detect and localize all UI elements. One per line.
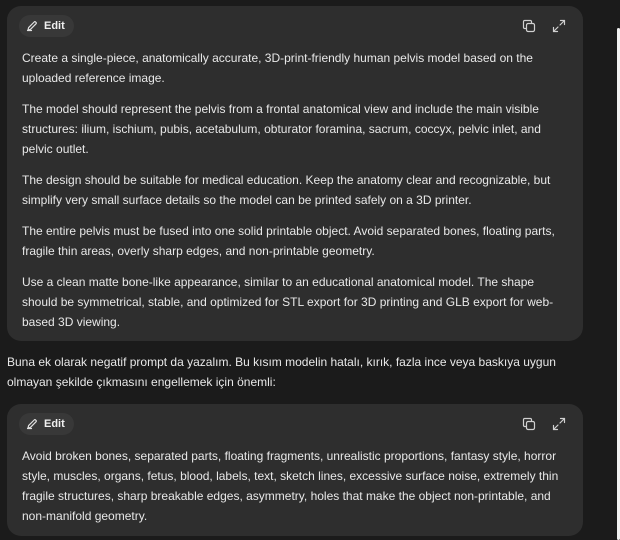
copy-icon[interactable] <box>521 416 537 432</box>
assistant-message-text: Buna ek olarak negatif prompt da yazalım. Bu kısım modelin hatalı, kırık, fazla ince veya baskıya uygun olmayan şekilde çıkmasını engellemek için önemli: <box>7 355 556 389</box>
edit-button[interactable] <box>19 413 74 435</box>
pencil-icon <box>26 20 38 32</box>
paragraph: The design should be suitable for medical education. Keep the anatomy clear and recognizable, but simplify very small surface details so the model can be printed safely on a 3D printer. <box>22 173 551 207</box>
negative-prompt-text <box>22 446 563 526</box>
expand-icon[interactable] <box>551 18 567 34</box>
edit-button[interactable] <box>19 15 74 37</box>
edit-label: Edit <box>44 418 65 430</box>
paragraph: The entire pelvis must be fused into one solid printable object. Avoid separated bones, floating parts, fragile thin areas, overly sharp edges, and non-printable geometry. <box>22 224 555 258</box>
pencil-icon <box>26 418 38 430</box>
paragraph: The model should represent the pelvis from a frontal anatomical view and include the main visible structures: ilium, ischium, pubis, acetabulum, obturator foramina, sacrum, coccyx, pelvic inlet, and pelvic outlet. <box>22 102 541 156</box>
expand-icon[interactable] <box>551 416 567 432</box>
paragraph: Avoid broken bones, separated parts, floating fragments, unrealistic proportions, fantasy style, horror style, muscles, organs, fetus, blood, labels, text, sketch lines, excessive surface noise, extremely thin fragile structures, sharp breakable edges, asymmetry, holes that make the object non-printable, and non-manifold geometry. <box>22 449 559 523</box>
paragraph: Use a clean matte bone-like appearance, similar to an educational anatomical model. The shape should be symmetrical, stable, and optimized for STL export for 3D printing and GLB export for web-based 3D viewing. <box>22 275 554 329</box>
edit-label: Edit <box>44 20 65 32</box>
code-block-card <box>7 6 583 341</box>
paragraph: Create a single-piece, anatomically accurate, 3D-print-friendly human pelvis model based on the uploaded reference image. <box>22 51 533 85</box>
prompt-text <box>22 48 563 332</box>
copy-icon[interactable] <box>521 18 537 34</box>
code-block-card <box>7 404 583 536</box>
